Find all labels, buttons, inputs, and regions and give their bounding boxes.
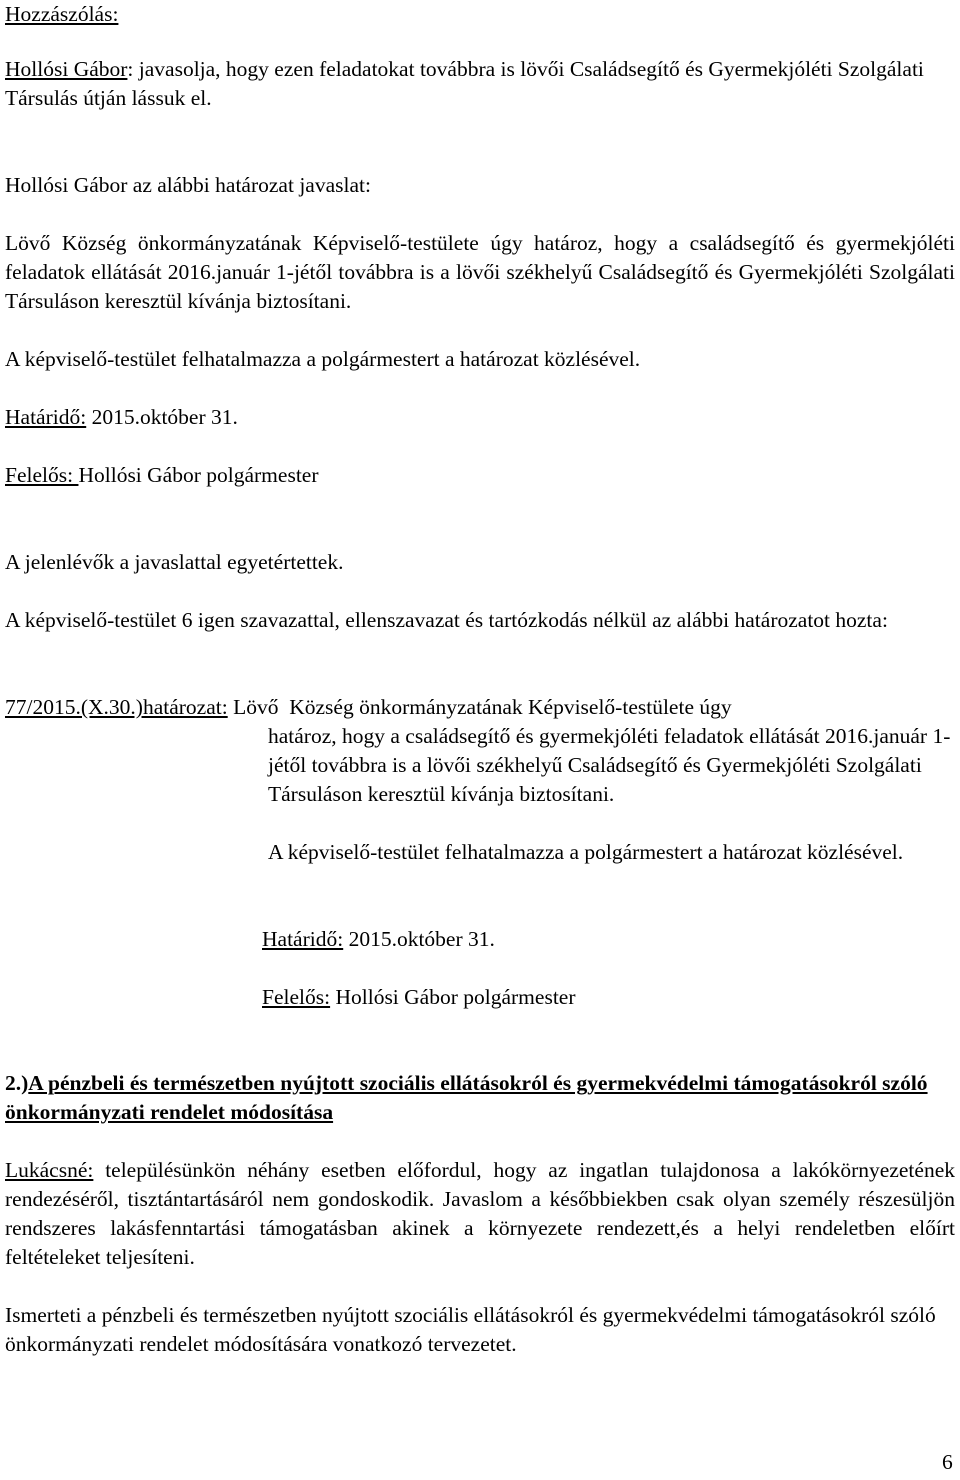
resolution-text-start: Lövő Község önkormányzatának Képviselő-testülete úgy bbox=[227, 695, 732, 719]
resolution-deadline-label: Határidő: bbox=[262, 927, 344, 951]
deadline-line bbox=[5, 403, 955, 432]
resolution-deadline-value: 2015.október 31. bbox=[343, 927, 495, 951]
deadline-label: Határidő: bbox=[5, 405, 87, 429]
responsible-value: Hollósi Gábor polgármester bbox=[78, 463, 319, 487]
resolution-proposal-text: Lövő Község önkormányzatának Képviselő-testülete úgy határoz, hogy a családsegítő és gyermekjóléti feladatok ellátását 2016.január 1-jétől továbbra is a lövői székhelyű Családsegítő és Gyermekjóléti Szolgálati Társuláson keresztül kívánja biztosítani. bbox=[5, 231, 955, 313]
resolution-responsible-line bbox=[262, 983, 952, 1012]
resolution-number: 77/2015.(X.30.)határozat: bbox=[5, 695, 228, 719]
authorization-text: A képviselő-testület felhatalmazza a polgármestert a határozat közlésével. bbox=[5, 347, 641, 371]
responsible-label: Felelős: bbox=[5, 463, 79, 487]
presentation-text: Ismerteti a pénzbeli és természetben nyújtott szociális ellátásokról és gyermekvédelmi támogatásokról szóló önkormányzati rendelet módosítására vonatkozó tervezetet. bbox=[5, 1303, 936, 1356]
resolution-authorization: A képviselő-testület felhatalmazza a polgármestert a határozat közlésével. bbox=[268, 840, 904, 864]
paragraph-proposal bbox=[5, 55, 955, 113]
speaker-name-2: Lukácsné: bbox=[5, 1158, 94, 1182]
section-2-number: 2.) bbox=[5, 1071, 29, 1095]
resolution-responsible-value: Hollósi Gábor polgármester bbox=[330, 985, 576, 1009]
deadline-value: 2015.október 31. bbox=[86, 405, 238, 429]
agreement-text: A jelenlévők a javaslattal egyetértettek. bbox=[5, 550, 344, 574]
resolution-intro: Hollósi Gábor az alábbi határozat javaslat: bbox=[5, 173, 371, 197]
section-2-heading bbox=[5, 1069, 955, 1127]
resolution-first-line bbox=[5, 693, 955, 722]
resolution-responsible-label: Felelős: bbox=[262, 985, 331, 1009]
vote-text: A képviselő-testület 6 igen szavazattal, ellenszavazat és tartózkodás nélkül az alábbi határozatot hozta: bbox=[5, 608, 888, 632]
page-number: 6 bbox=[942, 1450, 953, 1474]
section-heading: Hozzászólás: bbox=[5, 2, 119, 26]
resolution-deadline-line bbox=[262, 925, 952, 954]
proposal-text: : javasolja, hogy ezen feladatokat továbbra is lövői Családsegítő és Gyermekjóléti Szolgálati Társulás útján lássuk el. bbox=[5, 57, 924, 110]
speaker-name: Hollósi Gábor bbox=[5, 57, 128, 81]
responsible-line bbox=[5, 461, 955, 490]
resolution-text-rest: határoz, hogy a családsegítő és gyermekjóléti feladatok ellátását 2016.január 1-jétől továbbra is a lövői székhelyű Családsegítő és Gyermekjóléti Szolgálati Társuláson keresztül kívánja biztosítani. bbox=[268, 724, 951, 806]
section-2-title: A pénzbeli és természetben nyújtott szociális ellátásokról és gyermekvédelmi támogatásokról szóló önkormányzati rendelet módosítása bbox=[5, 1071, 928, 1124]
paragraph-lukacsne bbox=[5, 1156, 955, 1272]
lukacsne-text: településünkön néhány esetben előfordul, hogy az ingatlan tulajdonosa a lakókörnyezetének rendezéséről, tisztántartásáról nem gondoskodik. Javaslom a későbbiekben csak olyan személy részesüljön rendszeres lakásfenntartási támogatásban akinek a környezete rendezett,és a helyi rendeletben előírt feltételeket teljesíteni. bbox=[5, 1158, 955, 1269]
